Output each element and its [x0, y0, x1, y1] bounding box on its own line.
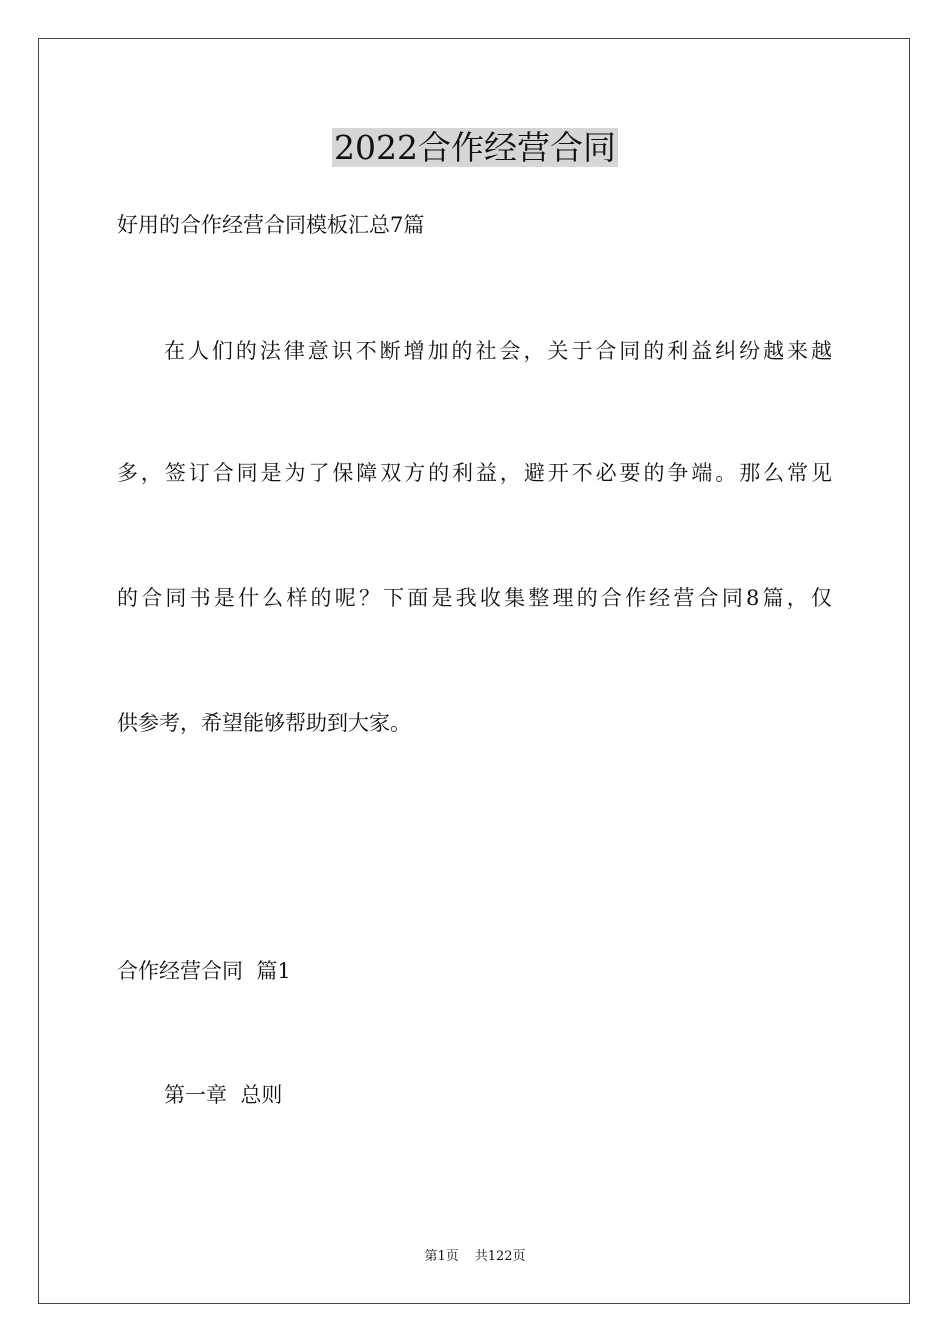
- intro-line-2: 多，签订合同是为了保障双方的利益，避开不必要的争端。那么常见: [117, 461, 832, 485]
- section-heading: 合作经营合同 篇1: [117, 959, 291, 983]
- document-title: [0, 126, 950, 170]
- chapter-heading: 第一章 总则: [164, 1083, 283, 1107]
- page-footer: [0, 1248, 950, 1266]
- document-subtitle: 好用的合作经营合同模板汇总7篇: [117, 213, 425, 237]
- intro-line-1: 在人们的法律意识不断增加的社会，关于合同的利益纠纷越来越: [164, 339, 832, 363]
- page-number: 第1页: [424, 1249, 459, 1264]
- document-title-text: 2022合作经营合同: [334, 128, 616, 167]
- intro-line-4: 供参考，希望能够帮助到大家。: [117, 711, 411, 735]
- page-total: 共122页: [474, 1249, 526, 1264]
- intro-line-3: 的合同书是什么样的呢？下面是我收集整理的合作经营合同8篇，仅: [117, 586, 832, 610]
